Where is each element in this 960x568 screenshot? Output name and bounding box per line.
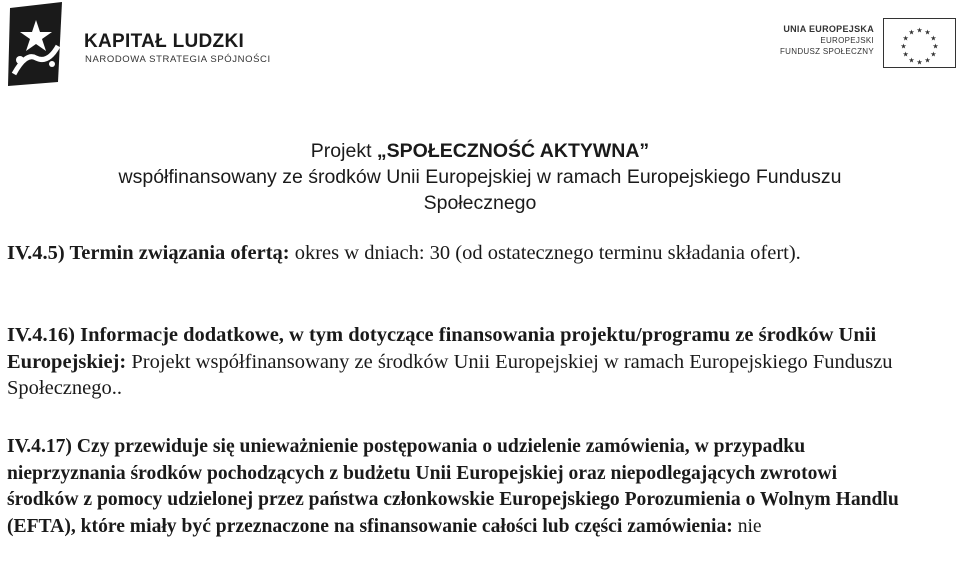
section-iv-4-17 (7, 434, 907, 540)
svg-text:★: ★ (924, 56, 931, 65)
project-heading (0, 138, 960, 216)
eu-line-3: FUNDUSZ SPOŁECZNY (780, 47, 874, 56)
section-value: okres w dniach: 30 (od ostatecznego terminu składania ofert). (289, 242, 801, 264)
kapital-ludzki-subtitle: NARODOWA STRATEGIA SPÓJNOŚCI (85, 54, 271, 65)
svg-text:★: ★ (902, 34, 909, 43)
project-name: „SPOŁECZNOŚĆ AKTYWNA” (376, 140, 650, 162)
page-header (0, 0, 960, 92)
svg-text:★: ★ (924, 28, 931, 37)
svg-text:★: ★ (900, 42, 907, 51)
svg-text:★: ★ (908, 28, 915, 37)
project-prefix: Projekt (310, 140, 377, 162)
section-label: IV.4.5) Termin związania ofertą: (7, 242, 290, 264)
eu-line-1: UNIA EUROPEJSKA (783, 24, 874, 34)
eu-flag-icon (883, 18, 956, 68)
svg-text:★: ★ (902, 50, 909, 59)
section-label: IV.4.16) Informacje dodatkowe, w tym dotyczące finansowania projektu/programu ze środków Unii Europejskiej: (7, 324, 877, 373)
svg-text:★: ★ (930, 34, 937, 43)
svg-text:★: ★ (908, 56, 915, 65)
section-label: IV.4.17) Czy przewiduje się unieważnienie postępowania o udzielenie zamówienia, w przypadku nieprzyznania środków pochodzących z budżetu Unii Europejskiej oraz niepodlegających zwrotowi środków z pomocy udzielonej przez państwa członkowskie Europejskiego Porozumienia o Wolnym Handlu (EFTA), które miały być przeznaczone na sfinansowanie całości lub części zamówienia: (7, 436, 899, 537)
svg-text:★: ★ (916, 58, 923, 67)
svg-text:★: ★ (930, 50, 937, 59)
svg-text:★: ★ (932, 42, 939, 51)
section-value: nie (732, 515, 762, 537)
eu-line-2: EUROPEJSKI (820, 36, 874, 45)
kapital-ludzki-title: KAPITAŁ LUDZKI (84, 31, 245, 52)
section-iv-4-16 (7, 322, 907, 402)
kapital-ludzki-logo (6, 2, 66, 86)
section-value: Projekt współfinansowany ze środków Unii Europejskiej w ramach Europejskiego Funduszu Społecznego.. (7, 350, 893, 399)
eu-fund-label (780, 24, 874, 57)
project-funding-line: współfinansowany ze środków Unii Europejskiej w ramach Europejskiego Funduszu Społecznego (118, 166, 842, 214)
section-iv-4-5 (7, 240, 801, 267)
svg-text:★: ★ (916, 26, 923, 35)
